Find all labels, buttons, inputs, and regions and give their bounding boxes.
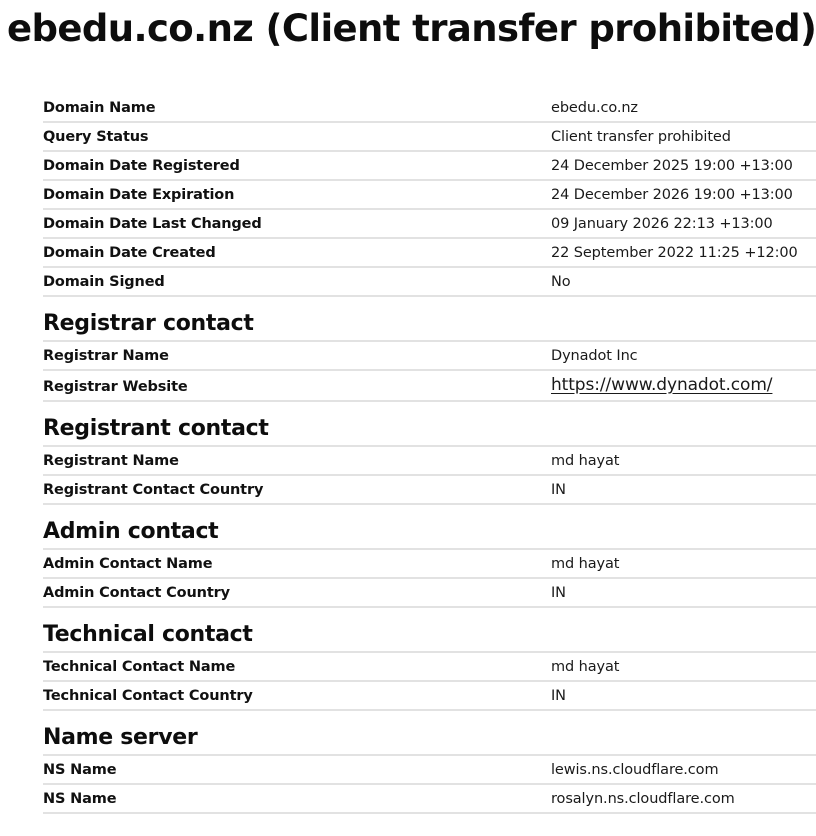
- ns-name-row: [43, 786, 816, 814]
- admin-contact-section: [43, 506, 816, 550]
- query-status-row: [43, 124, 816, 152]
- row-value: rosalyn.ns.cloudflare.com: [551, 791, 735, 807]
- row-label: Registrant Name: [43, 453, 179, 469]
- page-title: ebedu.co.nz (Client transfer prohibited): [7, 7, 816, 50]
- row-value: IN: [551, 688, 566, 704]
- section-title: Admin contact: [43, 519, 219, 544]
- whois-record-table: [43, 95, 816, 815]
- row-label: Domain Date Created: [43, 245, 216, 261]
- row-value: md hayat: [551, 556, 620, 572]
- ns-name-row: [43, 757, 816, 785]
- section-title: Technical contact: [43, 622, 253, 647]
- section-title: Name server: [43, 725, 198, 750]
- row-value: ebedu.co.nz: [551, 100, 638, 116]
- row-label: Domain Name: [43, 100, 156, 116]
- row-value: 22 September 2022 11:25 +12:00: [551, 245, 798, 261]
- technical-contact-section: [43, 609, 816, 653]
- section-title: Registrant contact: [43, 416, 269, 441]
- row-label: Domain Date Expiration: [43, 187, 235, 203]
- row-label: Technical Contact Country: [43, 688, 253, 704]
- row-value: IN: [551, 482, 566, 498]
- row-value: lewis.ns.cloudflare.com: [551, 762, 719, 778]
- row-value: Dynadot Inc: [551, 348, 638, 364]
- section-title: Registrar contact: [43, 311, 254, 336]
- registrant-name-row: [43, 448, 816, 476]
- date-expiration-row: [43, 182, 816, 210]
- row-value: 09 January 2026 22:13 +13:00: [551, 216, 773, 232]
- row-label: Registrar Name: [43, 348, 169, 364]
- row-value: md hayat: [551, 659, 620, 675]
- domain-signed-row: [43, 269, 816, 297]
- registrar-website-link[interactable]: https://www.dynadot.com/: [551, 375, 773, 395]
- date-registered-row: [43, 153, 816, 181]
- technical-name-row: [43, 654, 816, 682]
- row-label: Domain Signed: [43, 274, 165, 290]
- registrar-website-row: [43, 372, 816, 402]
- row-label: Admin Contact Country: [43, 585, 230, 601]
- registrant-contact-section: [43, 403, 816, 447]
- row-label: Registrant Contact Country: [43, 482, 264, 498]
- domain-name-row: [43, 95, 816, 123]
- admin-country-row: [43, 580, 816, 608]
- row-value: 24 December 2026 19:00 +13:00: [551, 187, 793, 203]
- row-label: Domain Date Last Changed: [43, 216, 262, 232]
- technical-country-row: [43, 683, 816, 711]
- row-value: md hayat: [551, 453, 620, 469]
- row-label: Query Status: [43, 129, 149, 145]
- row-label: Registrar Website: [43, 379, 188, 395]
- row-label: Admin Contact Name: [43, 556, 213, 572]
- date-last-changed-row: [43, 211, 816, 239]
- row-value: IN: [551, 585, 566, 601]
- row-value: [551, 375, 772, 395]
- registrar-contact-section: [43, 298, 816, 342]
- row-label: NS Name: [43, 762, 117, 778]
- name-server-section: [43, 712, 816, 756]
- row-value: No: [551, 274, 571, 290]
- row-label: Technical Contact Name: [43, 659, 236, 675]
- row-value: 24 December 2025 19:00 +13:00: [551, 158, 793, 174]
- admin-name-row: [43, 551, 816, 579]
- registrar-name-row: [43, 343, 816, 371]
- row-label: NS Name: [43, 791, 117, 807]
- row-label: Domain Date Registered: [43, 158, 240, 174]
- row-value: Client transfer prohibited: [551, 129, 731, 145]
- date-created-row: [43, 240, 816, 268]
- registrant-country-row: [43, 477, 816, 505]
